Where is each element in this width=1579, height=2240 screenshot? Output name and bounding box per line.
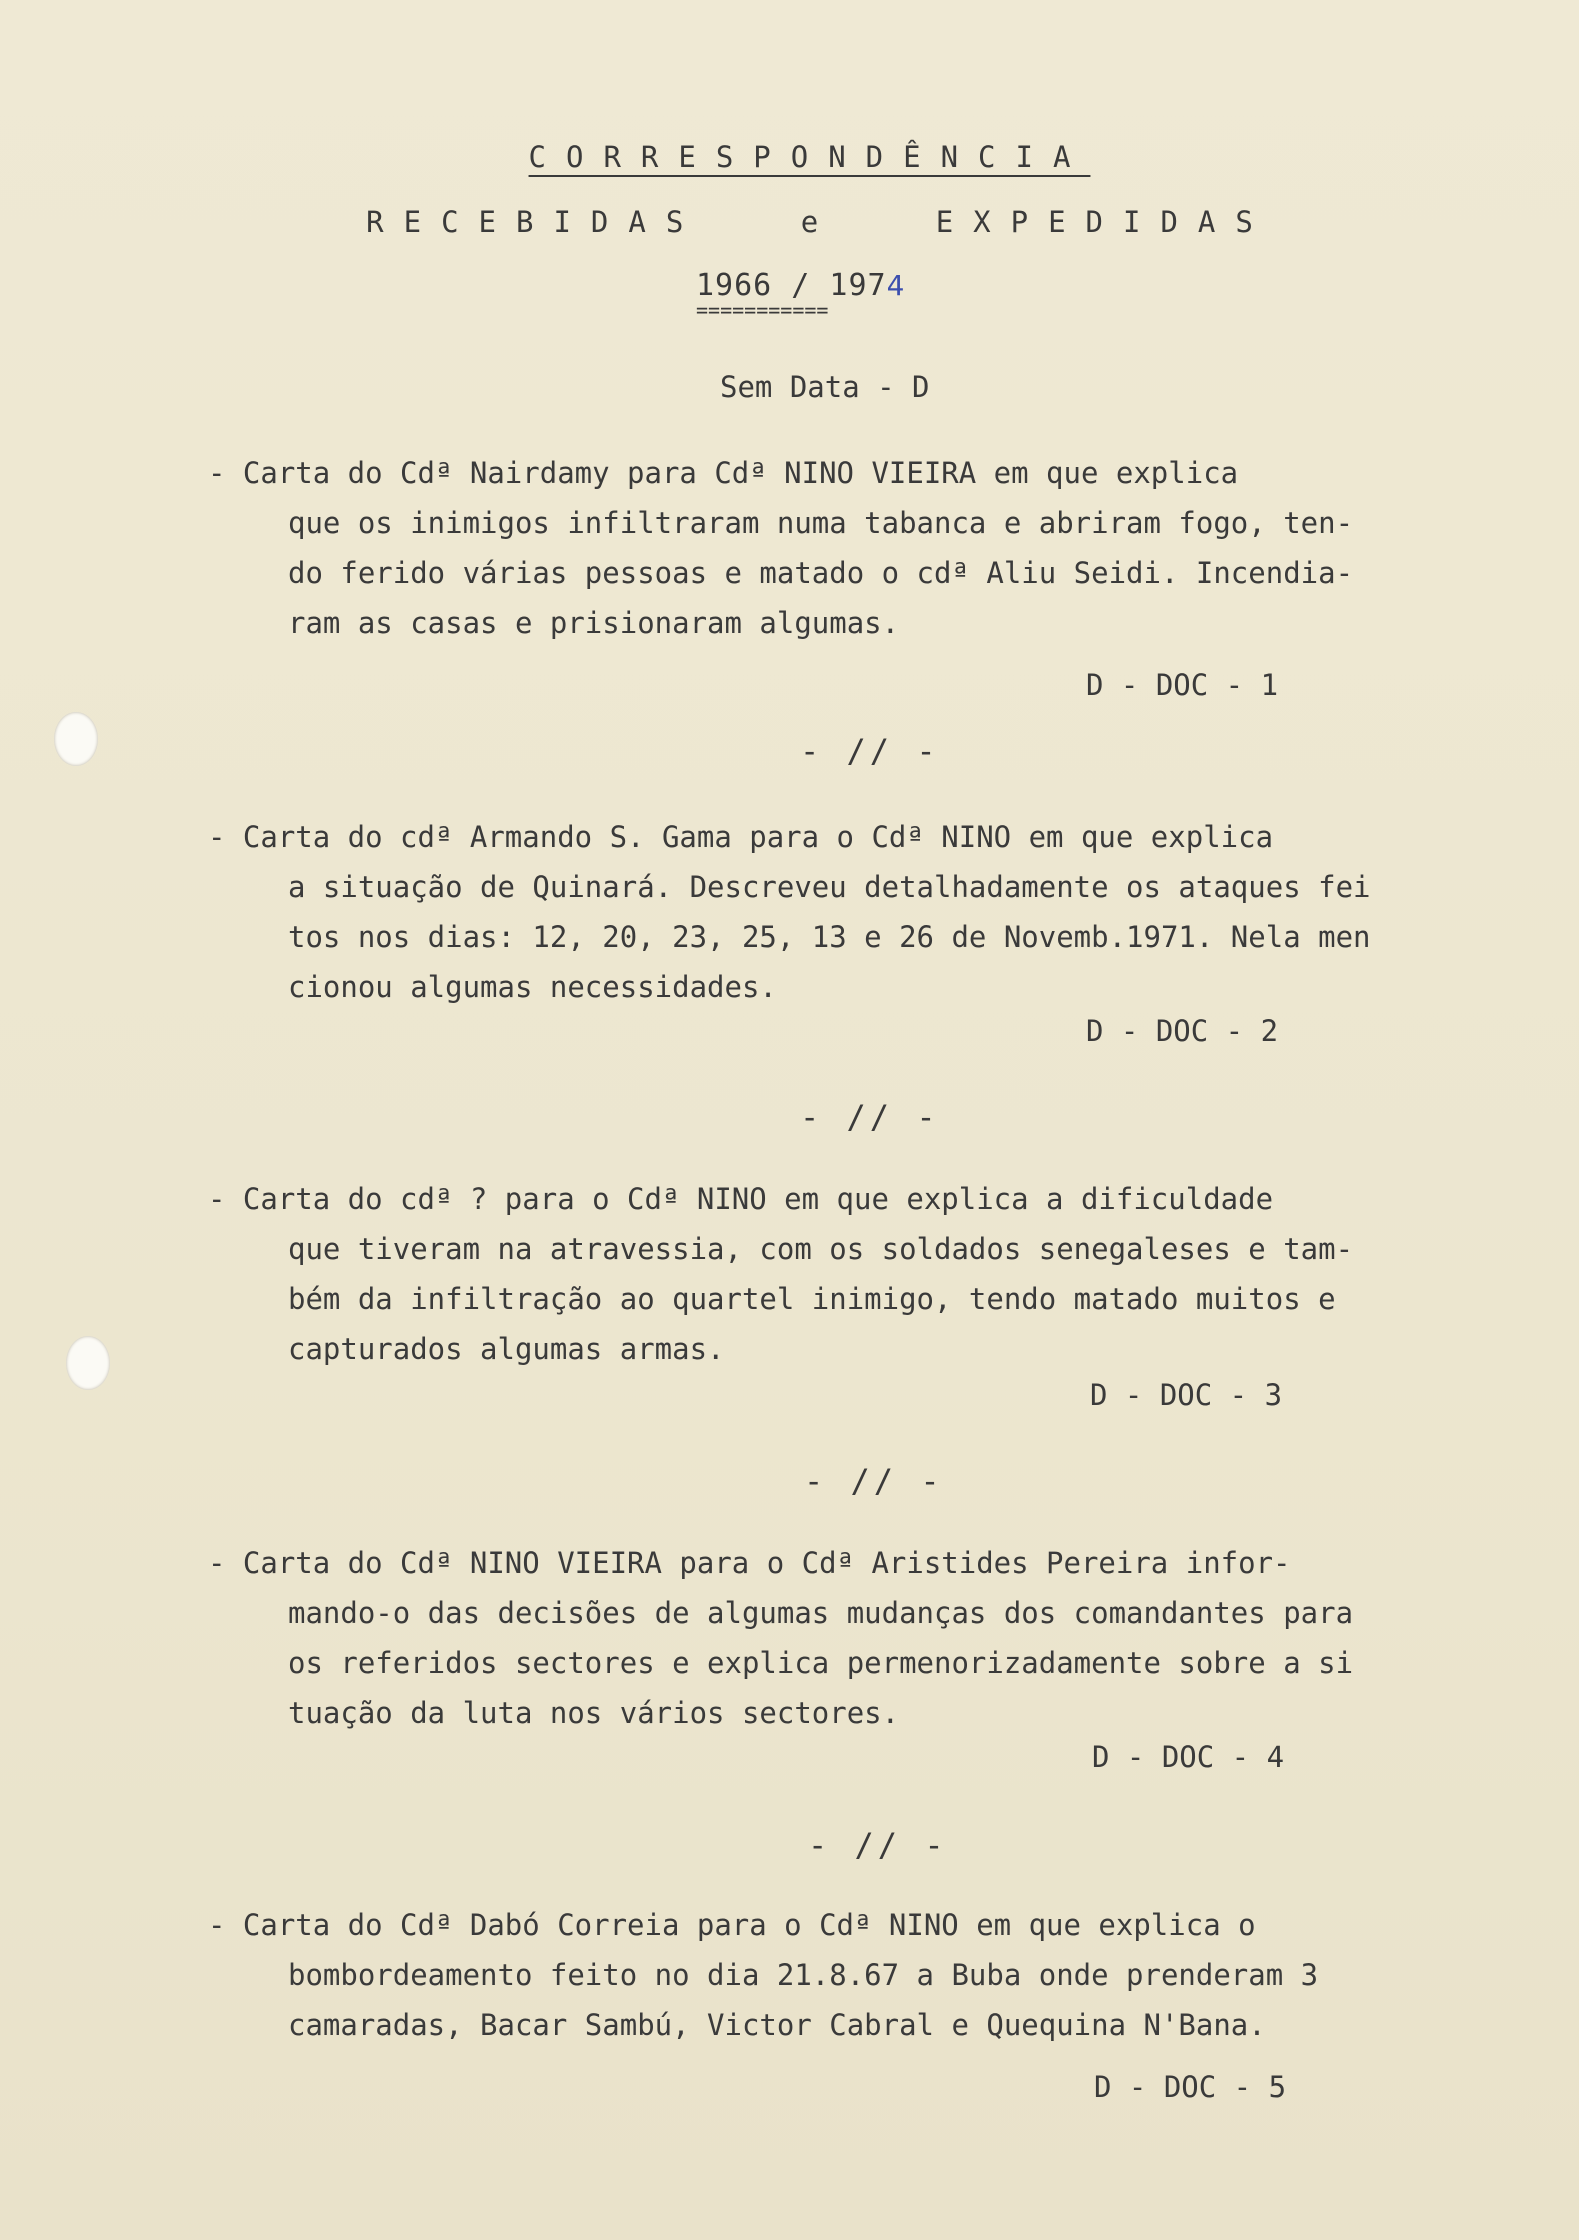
entry-5 — [208, 1900, 1548, 2050]
doc-reference-5: D - DOC - 5 — [1094, 2070, 1287, 2104]
separator-4: - // - — [808, 1826, 948, 1864]
entry-1 — [208, 448, 1548, 648]
subtitle-and: e — [800, 205, 839, 239]
entry-line: - Carta do cdª ? para o Cdª NINO em que explica a dificuldade — [208, 1182, 1274, 1216]
entry-2 — [208, 812, 1548, 1012]
separator-2: - // - — [800, 1098, 940, 1136]
entry-line: - Carta do cdª Armando S. Gama para o Cdª NINO em que explica — [208, 820, 1274, 854]
entry-3 — [208, 1174, 1548, 1374]
entry-line: capturados algumas armas. — [288, 1332, 725, 1366]
punch-hole-bottom — [66, 1336, 110, 1390]
document-subtitle — [60, 205, 1579, 239]
year-range-handwritten-digit: 4 — [886, 269, 906, 302]
entry-line: que tiveram na atravessia, com os soldados senegaleses e tam- — [288, 1232, 1354, 1266]
entry-line: - Carta do Cdª NINO VIEIRA para o Cdª Aristides Pereira infor- — [208, 1546, 1291, 1580]
entry-line: bém da infiltração ao quartel inimigo, tendo matado muitos e — [288, 1282, 1336, 1316]
doc-reference-4: D - DOC - 4 — [1092, 1740, 1285, 1774]
doc-reference-1: D - DOC - 1 — [1086, 668, 1279, 702]
subtitle-received: RECEBIDAS — [366, 205, 704, 239]
entry-line: os referidos sectores e explica permenorizadamente sobre a si — [288, 1646, 1354, 1680]
entry-line: - Carta do Cdª Nairdamy para Cdª NINO VIEIRA em que explica — [208, 456, 1239, 490]
entry-line: que os inimigos infiltraram numa tabanca e abriram fogo, ten- — [288, 506, 1354, 540]
entry-line: tuação da luta nos vários sectores. — [288, 1696, 900, 1730]
entry-line: tos nos dias: 12, 20, 23, 25, 13 e 26 de Novemb.1971. Nela men — [288, 920, 1371, 954]
separator-3: - // - — [804, 1462, 944, 1500]
doc-reference-2: D - DOC - 2 — [1086, 1014, 1279, 1048]
entry-line: - Carta do Cdª Dabó Correia para o Cdª NINO em que explica o — [208, 1908, 1256, 1942]
separator-1: - // - — [800, 732, 940, 770]
subtitle-sent: EXPEDIDAS — [935, 205, 1273, 239]
punch-hole-top — [54, 712, 98, 766]
entry-line: camaradas, Bacar Sambú, Victor Cabral e Quequina N'Bana. — [288, 2008, 1266, 2042]
entry-line: a situação de Quinará. Descreveu detalhadamente os ataques fei — [288, 870, 1371, 904]
entry-4 — [208, 1538, 1548, 1738]
entry-line: ram as casas e prisionaram algumas. — [288, 606, 900, 640]
entry-line: bombordeamento feito no dia 21.8.67 a Buba onde prenderam 3 — [288, 1958, 1319, 1992]
entry-line: do ferido várias pessoas e matado o cdª Aliu Seidi. Incendia- — [288, 556, 1354, 590]
doc-reference-3: D - DOC - 3 — [1090, 1378, 1283, 1412]
year-range-double-rule: =========== — [696, 298, 829, 322]
document-title: CORRESPONDÊNCIA — [528, 140, 1091, 174]
year-range-typed: 1966 / 197 — [696, 268, 887, 303]
entry-line: mando-o das decisões de algumas mudanças dos comandantes para — [288, 1596, 1354, 1630]
section-heading: Sem Data - D — [720, 370, 930, 404]
year-range — [696, 268, 906, 322]
entry-line: cionou algumas necessidades. — [288, 970, 777, 1004]
